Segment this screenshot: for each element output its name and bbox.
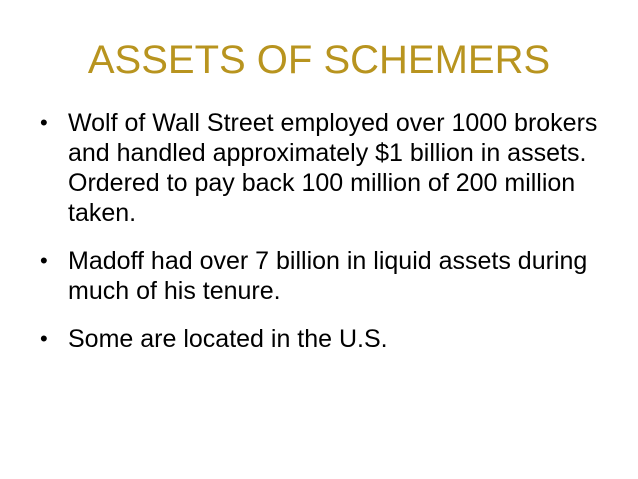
bullet-item [40,324,610,354]
bullet-item [40,246,610,306]
bullet-text: Wolf of Wall Street employed over 1000 brokers and handled approximately $1 billion in assets. Ordered to pay back 100 million of 200 million taken. [68,109,598,227]
bullet-icon: • [40,326,48,351]
slide-title: ASSETS OF SCHEMERS [87,38,551,82]
bullet-text: Some are located in the U.S. [68,325,388,353]
bullet-icon: • [40,248,48,273]
bullet-icon: • [40,110,48,135]
bullet-text: Madoff had over 7 billion in liquid assets during much of his tenure. [68,247,588,305]
bullet-item [40,108,610,228]
bullet-list [40,108,610,372]
